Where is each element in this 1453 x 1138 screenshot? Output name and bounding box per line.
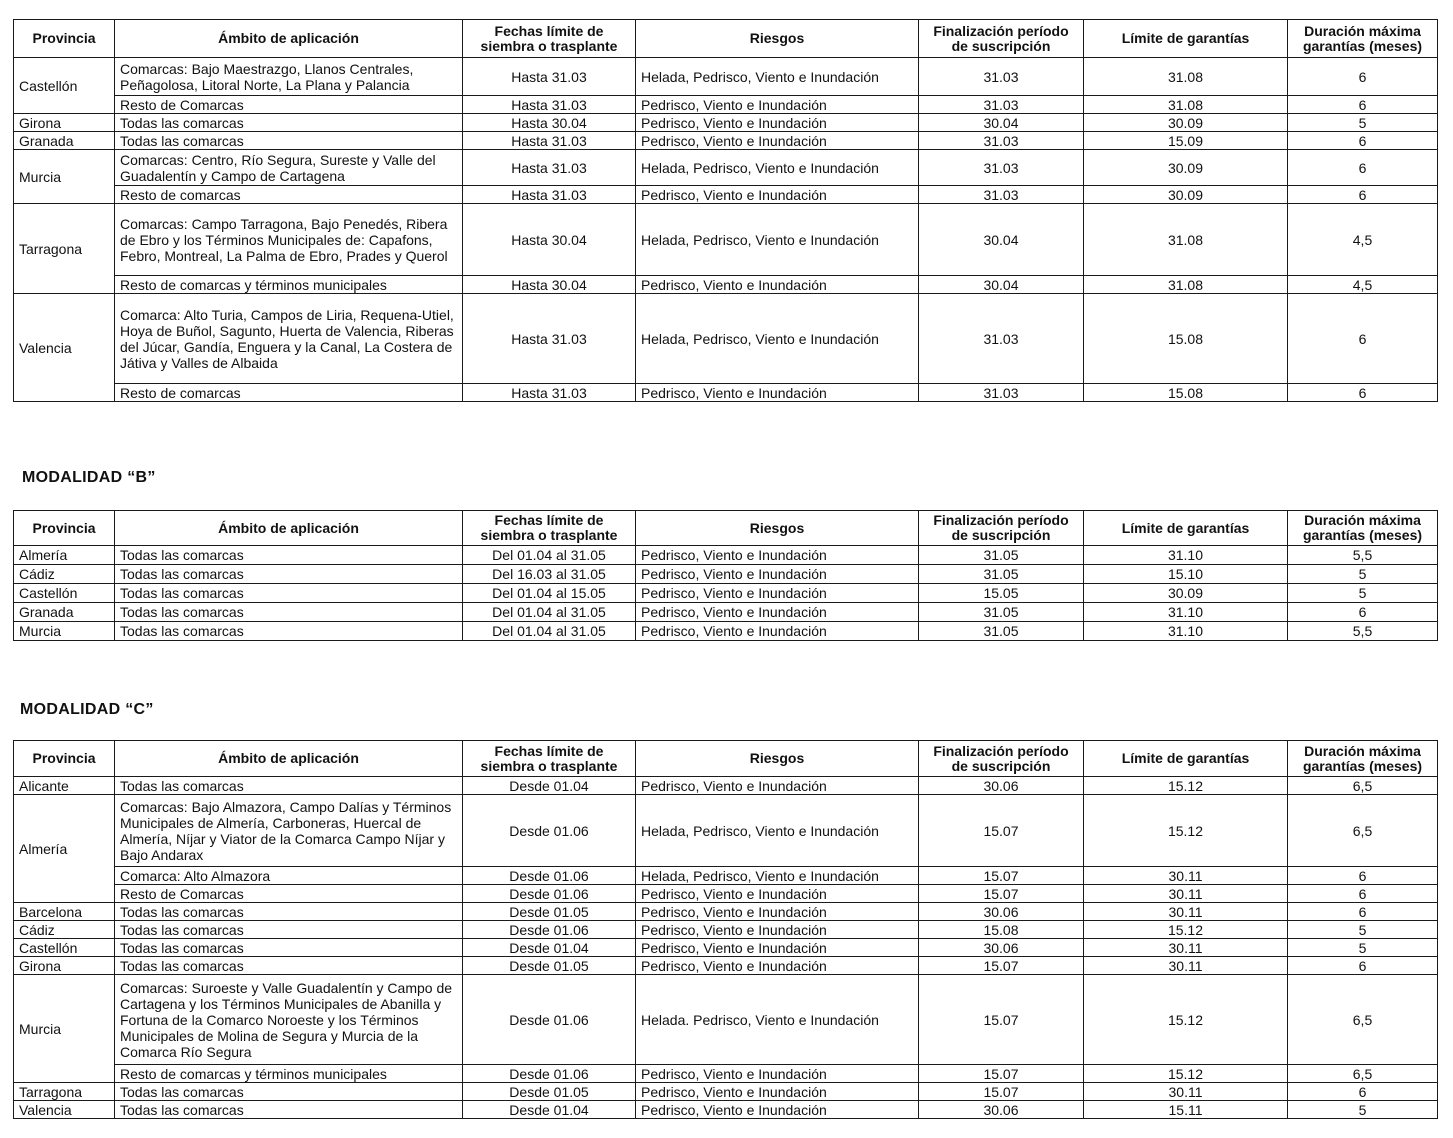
table-row <box>14 867 1438 885</box>
fechas-cell: Desde 01.04 <box>463 939 636 957</box>
ambito-cell: Todas las comarcas <box>115 939 463 957</box>
ambito-cell: Todas las comarcas <box>115 622 463 641</box>
table-row <box>14 132 1438 150</box>
fechas-cell: Hasta 31.03 <box>463 58 636 96</box>
duracion-cell: 6,5 <box>1288 975 1438 1065</box>
modalidad-b-heading: MODALIDAD “B” <box>22 469 156 486</box>
duracion-cell: 6 <box>1288 58 1438 96</box>
duracion-cell: 6 <box>1288 186 1438 204</box>
riesgos-cell: Pedrisco, Viento e Inundación <box>636 957 919 975</box>
header-ambito: Ámbito de aplicación <box>115 511 463 546</box>
duracion-cell: 6 <box>1288 885 1438 903</box>
ambito-cell: Resto de Comarcas <box>115 885 463 903</box>
ambito-cell: Todas las comarcas <box>115 957 463 975</box>
table-row <box>14 384 1438 402</box>
duracion-cell: 6,5 <box>1288 795 1438 867</box>
provincia-cell: Valencia <box>14 294 115 402</box>
ambito-cell: Resto de comarcas y términos municipales <box>115 276 463 294</box>
riesgos-cell: Pedrisco, Viento e Inundación <box>636 546 919 565</box>
riesgos-cell: Pedrisco, Viento e Inundación <box>636 903 919 921</box>
ambito-cell: Comarcas: Suroeste y Valle Guadalentín y Campo de Cartagena y los Términos Municipales de Abanilla y Fortuna de la Comarco Noroeste y los Términos Municipales de Molina de Segura y Murcia de la Comarca Río Segura <box>115 975 463 1065</box>
fechas-cell: Hasta 30.04 <box>463 204 636 276</box>
modalidad-a-body <box>14 58 1438 402</box>
fechas-cell: Desde 01.04 <box>463 1101 636 1119</box>
table-row <box>14 777 1438 795</box>
finalizacion-cell: 15.07 <box>919 795 1084 867</box>
finalizacion-cell: 31.03 <box>919 132 1084 150</box>
fechas-cell: Hasta 31.03 <box>463 186 636 204</box>
fechas-cell: Hasta 31.03 <box>463 150 636 186</box>
fechas-cell: Del 01.04 al 31.05 <box>463 622 636 641</box>
table-row <box>14 1065 1438 1083</box>
riesgos-cell: Pedrisco, Viento e Inundación <box>636 132 919 150</box>
finalizacion-cell: 15.07 <box>919 957 1084 975</box>
finalizacion-cell: 30.04 <box>919 204 1084 276</box>
ambito-cell: Comarcas: Bajo Maestrazgo, Llanos Centrales, Peñagolosa, Litoral Norte, La Plana y Palancia <box>115 58 463 96</box>
riesgos-cell: Helada, Pedrisco, Viento e Inundación <box>636 867 919 885</box>
table-row <box>14 276 1438 294</box>
fechas-cell: Desde 01.06 <box>463 921 636 939</box>
ambito-cell: Todas las comarcas <box>115 903 463 921</box>
modalidad-c-heading: MODALIDAD “C” <box>20 701 154 718</box>
riesgos-cell: Pedrisco, Viento e Inundación <box>636 565 919 584</box>
finalizacion-cell: 30.04 <box>919 114 1084 132</box>
riesgos-cell: Helada, Pedrisco, Viento e Inundación <box>636 58 919 96</box>
provincia-cell: Granada <box>14 603 115 622</box>
ambito-cell: Todas las comarcas <box>115 114 463 132</box>
limite-cell: 30.11 <box>1084 1083 1288 1101</box>
fechas-cell: Desde 01.05 <box>463 1083 636 1101</box>
fechas-cell: Del 01.04 al 31.05 <box>463 546 636 565</box>
riesgos-cell: Pedrisco, Viento e Inundación <box>636 1083 919 1101</box>
duracion-cell: 5 <box>1288 1101 1438 1119</box>
table-row <box>14 114 1438 132</box>
header-limite: Límite de garantías <box>1084 20 1288 58</box>
finalizacion-cell: 31.05 <box>919 565 1084 584</box>
table-row <box>14 565 1438 584</box>
fechas-cell: Desde 01.06 <box>463 975 636 1065</box>
ambito-cell: Resto de comarcas y términos municipales <box>115 1065 463 1083</box>
riesgos-cell: Pedrisco, Viento e Inundación <box>636 114 919 132</box>
duracion-cell: 4,5 <box>1288 204 1438 276</box>
finalizacion-cell: 31.03 <box>919 150 1084 186</box>
provincia-cell: Castellón <box>14 58 115 114</box>
modalidad-c-body <box>14 777 1438 1119</box>
finalizacion-cell: 30.06 <box>919 939 1084 957</box>
riesgos-cell: Helada, Pedrisco, Viento e Inundación <box>636 795 919 867</box>
fechas-cell: Desde 01.06 <box>463 1065 636 1083</box>
limite-cell: 15.12 <box>1084 921 1288 939</box>
finalizacion-cell: 30.06 <box>919 777 1084 795</box>
fechas-cell: Desde 01.05 <box>463 903 636 921</box>
table-row <box>14 903 1438 921</box>
duracion-cell: 5 <box>1288 114 1438 132</box>
riesgos-cell: Pedrisco, Viento e Inundación <box>636 1101 919 1119</box>
finalizacion-cell: 31.05 <box>919 622 1084 641</box>
fechas-cell: Hasta 31.03 <box>463 294 636 384</box>
riesgos-cell: Pedrisco, Viento e Inundación <box>636 276 919 294</box>
limite-cell: 15.08 <box>1084 384 1288 402</box>
riesgos-cell: Helada, Pedrisco, Viento e Inundación <box>636 150 919 186</box>
provincia-cell: Alicante <box>14 777 115 795</box>
header-duracion: Duración máxima garantías (meses) <box>1288 741 1438 777</box>
ambito-cell: Resto de Comarcas <box>115 96 463 114</box>
header-limite: Límite de garantías <box>1084 741 1288 777</box>
provincia-cell: Girona <box>14 957 115 975</box>
finalizacion-cell: 15.07 <box>919 1083 1084 1101</box>
provincia-cell: Almería <box>14 795 115 903</box>
limite-cell: 31.10 <box>1084 546 1288 565</box>
fechas-cell: Del 01.04 al 31.05 <box>463 603 636 622</box>
provincia-cell: Tarragona <box>14 1083 115 1101</box>
ambito-cell: Comarcas: Bajo Almazora, Campo Dalías y Términos Municipales de Almería, Carboneras, Huercal de Almería, Níjar y Viator de la Comarca Campo Níjar y Bajo Andarax <box>115 795 463 867</box>
provincia-cell: Cádiz <box>14 565 115 584</box>
finalizacion-cell: 15.07 <box>919 885 1084 903</box>
header-riesgos: Riesgos <box>636 511 919 546</box>
finalizacion-cell: 30.04 <box>919 276 1084 294</box>
table-row <box>14 294 1438 384</box>
riesgos-cell: Pedrisco, Viento e Inundación <box>636 885 919 903</box>
riesgos-cell: Pedrisco, Viento e Inundación <box>636 384 919 402</box>
riesgos-cell: Helada, Pedrisco, Viento e Inundación <box>636 204 919 276</box>
riesgos-cell: Helada. Pedrisco, Viento e Inundación <box>636 975 919 1065</box>
duracion-cell: 6 <box>1288 132 1438 150</box>
riesgos-cell: Pedrisco, Viento e Inundación <box>636 939 919 957</box>
header-provincia: Provincia <box>14 20 115 58</box>
header-fechas: Fechas límite de siembra o trasplante <box>463 511 636 546</box>
duracion-cell: 5,5 <box>1288 622 1438 641</box>
duracion-cell: 4,5 <box>1288 276 1438 294</box>
finalizacion-cell: 31.03 <box>919 294 1084 384</box>
duracion-cell: 6 <box>1288 957 1438 975</box>
finalizacion-cell: 30.06 <box>919 1101 1084 1119</box>
table-row <box>14 150 1438 186</box>
header-finalizacion: Finalización período de suscripción <box>919 20 1084 58</box>
limite-cell: 31.08 <box>1084 276 1288 294</box>
limite-cell: 15.10 <box>1084 565 1288 584</box>
modalidad-b-table <box>13 510 1438 641</box>
riesgos-cell: Pedrisco, Viento e Inundación <box>636 1065 919 1083</box>
finalizacion-cell: 15.05 <box>919 584 1084 603</box>
table-row <box>14 58 1438 96</box>
duracion-cell: 6 <box>1288 96 1438 114</box>
header-riesgos: Riesgos <box>636 741 919 777</box>
fechas-cell: Hasta 31.03 <box>463 384 636 402</box>
finalizacion-cell: 31.03 <box>919 58 1084 96</box>
table-row <box>14 96 1438 114</box>
duracion-cell: 5 <box>1288 921 1438 939</box>
table-row <box>14 1083 1438 1101</box>
fechas-cell: Hasta 31.03 <box>463 132 636 150</box>
duracion-cell: 5 <box>1288 939 1438 957</box>
fechas-cell: Hasta 30.04 <box>463 276 636 294</box>
ambito-cell: Todas las comarcas <box>115 921 463 939</box>
fechas-cell: Desde 01.06 <box>463 867 636 885</box>
finalizacion-cell: 31.03 <box>919 96 1084 114</box>
finalizacion-cell: 31.03 <box>919 384 1084 402</box>
table-row <box>14 584 1438 603</box>
ambito-cell: Todas las comarcas <box>115 565 463 584</box>
provincia-cell: Castellón <box>14 939 115 957</box>
fechas-cell: Desde 01.06 <box>463 795 636 867</box>
ambito-cell: Todas las comarcas <box>115 1101 463 1119</box>
fechas-cell: Hasta 31.03 <box>463 96 636 114</box>
table-row <box>14 546 1438 565</box>
header-fechas: Fechas límite de siembra o trasplante <box>463 20 636 58</box>
table-row <box>14 622 1438 641</box>
limite-cell: 30.11 <box>1084 867 1288 885</box>
provincia-cell: Murcia <box>14 622 115 641</box>
fechas-cell: Desde 01.05 <box>463 957 636 975</box>
limite-cell: 30.11 <box>1084 903 1288 921</box>
modalidad-b-body <box>14 546 1438 641</box>
ambito-cell: Resto de comarcas <box>115 186 463 204</box>
header-duracion: Duración máxima garantías (meses) <box>1288 20 1438 58</box>
provincia-cell: Tarragona <box>14 204 115 294</box>
riesgos-cell: Pedrisco, Viento e Inundación <box>636 921 919 939</box>
provincia-cell: Granada <box>14 132 115 150</box>
limite-cell: 30.09 <box>1084 186 1288 204</box>
finalizacion-cell: 30.06 <box>919 903 1084 921</box>
table-row <box>14 885 1438 903</box>
table-row <box>14 939 1438 957</box>
header-duracion: Duración máxima garantías (meses) <box>1288 511 1438 546</box>
header-limite: Límite de garantías <box>1084 511 1288 546</box>
ambito-cell: Resto de comarcas <box>115 384 463 402</box>
ambito-cell: Todas las comarcas <box>115 1083 463 1101</box>
riesgos-cell: Pedrisco, Viento e Inundación <box>636 584 919 603</box>
header-fechas: Fechas límite de siembra o trasplante <box>463 741 636 777</box>
duracion-cell: 6 <box>1288 384 1438 402</box>
limite-cell: 15.12 <box>1084 1065 1288 1083</box>
limite-cell: 31.08 <box>1084 96 1288 114</box>
limite-cell: 15.08 <box>1084 294 1288 384</box>
table-row <box>14 186 1438 204</box>
limite-cell: 15.12 <box>1084 795 1288 867</box>
riesgos-cell: Helada, Pedrisco, Viento e Inundación <box>636 294 919 384</box>
riesgos-cell: Pedrisco, Viento e Inundación <box>636 777 919 795</box>
limite-cell: 30.09 <box>1084 150 1288 186</box>
header-finalizacion: Finalización período de suscripción <box>919 511 1084 546</box>
header-ambito: Ámbito de aplicación <box>115 741 463 777</box>
riesgos-cell: Pedrisco, Viento e Inundación <box>636 186 919 204</box>
duracion-cell: 6 <box>1288 1083 1438 1101</box>
header-riesgos: Riesgos <box>636 20 919 58</box>
limite-cell: 30.11 <box>1084 885 1288 903</box>
fechas-cell: Del 01.04 al 15.05 <box>463 584 636 603</box>
ambito-cell: Todas las comarcas <box>115 603 463 622</box>
finalizacion-cell: 15.08 <box>919 921 1084 939</box>
finalizacion-cell: 15.07 <box>919 1065 1084 1083</box>
limite-cell: 15.09 <box>1084 132 1288 150</box>
limite-cell: 30.09 <box>1084 114 1288 132</box>
header-ambito: Ámbito de aplicación <box>115 20 463 58</box>
modalidad-a-table <box>13 19 1438 402</box>
riesgos-cell: Pedrisco, Viento e Inundación <box>636 96 919 114</box>
header-finalizacion: Finalización período de suscripción <box>919 741 1084 777</box>
finalizacion-cell: 15.07 <box>919 867 1084 885</box>
ambito-cell: Comarca: Alto Almazora <box>115 867 463 885</box>
table-row <box>14 957 1438 975</box>
table-row <box>14 795 1438 867</box>
limite-cell: 15.12 <box>1084 975 1288 1065</box>
duracion-cell: 6 <box>1288 903 1438 921</box>
finalizacion-cell: 31.05 <box>919 546 1084 565</box>
duracion-cell: 6,5 <box>1288 1065 1438 1083</box>
duracion-cell: 5 <box>1288 584 1438 603</box>
table-row <box>14 1101 1438 1119</box>
ambito-cell: Todas las comarcas <box>115 777 463 795</box>
provincia-cell: Cádiz <box>14 921 115 939</box>
header-provincia: Provincia <box>14 741 115 777</box>
finalizacion-cell: 31.05 <box>919 603 1084 622</box>
ambito-cell: Comarca: Alto Turia, Campos de Liria, Requena-Utiel, Hoya de Buñol, Sagunto, Huerta de Valencia, Riberas del Júcar, Gandía, Enguera y la Canal, La Costera de Játiva y Valles de Albaida <box>115 294 463 384</box>
duracion-cell: 6 <box>1288 294 1438 384</box>
provincia-cell: Almería <box>14 546 115 565</box>
finalizacion-cell: 31.03 <box>919 186 1084 204</box>
ambito-cell: Todas las comarcas <box>115 132 463 150</box>
fechas-cell: Del 16.03 al 31.05 <box>463 565 636 584</box>
table-row <box>14 921 1438 939</box>
provincia-cell: Girona <box>14 114 115 132</box>
fechas-cell: Desde 01.06 <box>463 885 636 903</box>
header-provincia: Provincia <box>14 511 115 546</box>
fechas-cell: Desde 01.04 <box>463 777 636 795</box>
duracion-cell: 6 <box>1288 603 1438 622</box>
table-row <box>14 975 1438 1065</box>
limite-cell: 30.11 <box>1084 957 1288 975</box>
provincia-cell: Murcia <box>14 150 115 204</box>
provincia-cell: Castellón <box>14 584 115 603</box>
provincia-cell: Valencia <box>14 1101 115 1119</box>
modalidad-c-table <box>13 740 1438 1119</box>
riesgos-cell: Pedrisco, Viento e Inundación <box>636 622 919 641</box>
ambito-cell: Comarcas: Campo Tarragona, Bajo Penedés, Ribera de Ebro y los Términos Municipales de: Capafons, Febro, Montreal, La Palma de Ebro, Prades y Querol <box>115 204 463 276</box>
limite-cell: 31.08 <box>1084 58 1288 96</box>
riesgos-cell: Pedrisco, Viento e Inundación <box>636 603 919 622</box>
limite-cell: 31.10 <box>1084 603 1288 622</box>
table-row <box>14 603 1438 622</box>
limite-cell: 15.12 <box>1084 777 1288 795</box>
limite-cell: 30.11 <box>1084 939 1288 957</box>
ambito-cell: Todas las comarcas <box>115 546 463 565</box>
table-row <box>14 204 1438 276</box>
limite-cell: 30.09 <box>1084 584 1288 603</box>
duracion-cell: 5,5 <box>1288 546 1438 565</box>
finalizacion-cell: 15.07 <box>919 975 1084 1065</box>
limite-cell: 31.10 <box>1084 622 1288 641</box>
limite-cell: 31.08 <box>1084 204 1288 276</box>
duracion-cell: 6 <box>1288 867 1438 885</box>
fechas-cell: Hasta 30.04 <box>463 114 636 132</box>
ambito-cell: Comarcas: Centro, Río Segura, Sureste y Valle del Guadalentín y Campo de Cartagena <box>115 150 463 186</box>
duracion-cell: 6 <box>1288 150 1438 186</box>
duracion-cell: 5 <box>1288 565 1438 584</box>
provincia-cell: Murcia <box>14 975 115 1083</box>
provincia-cell: Barcelona <box>14 903 115 921</box>
duracion-cell: 6,5 <box>1288 777 1438 795</box>
ambito-cell: Todas las comarcas <box>115 584 463 603</box>
limite-cell: 15.11 <box>1084 1101 1288 1119</box>
